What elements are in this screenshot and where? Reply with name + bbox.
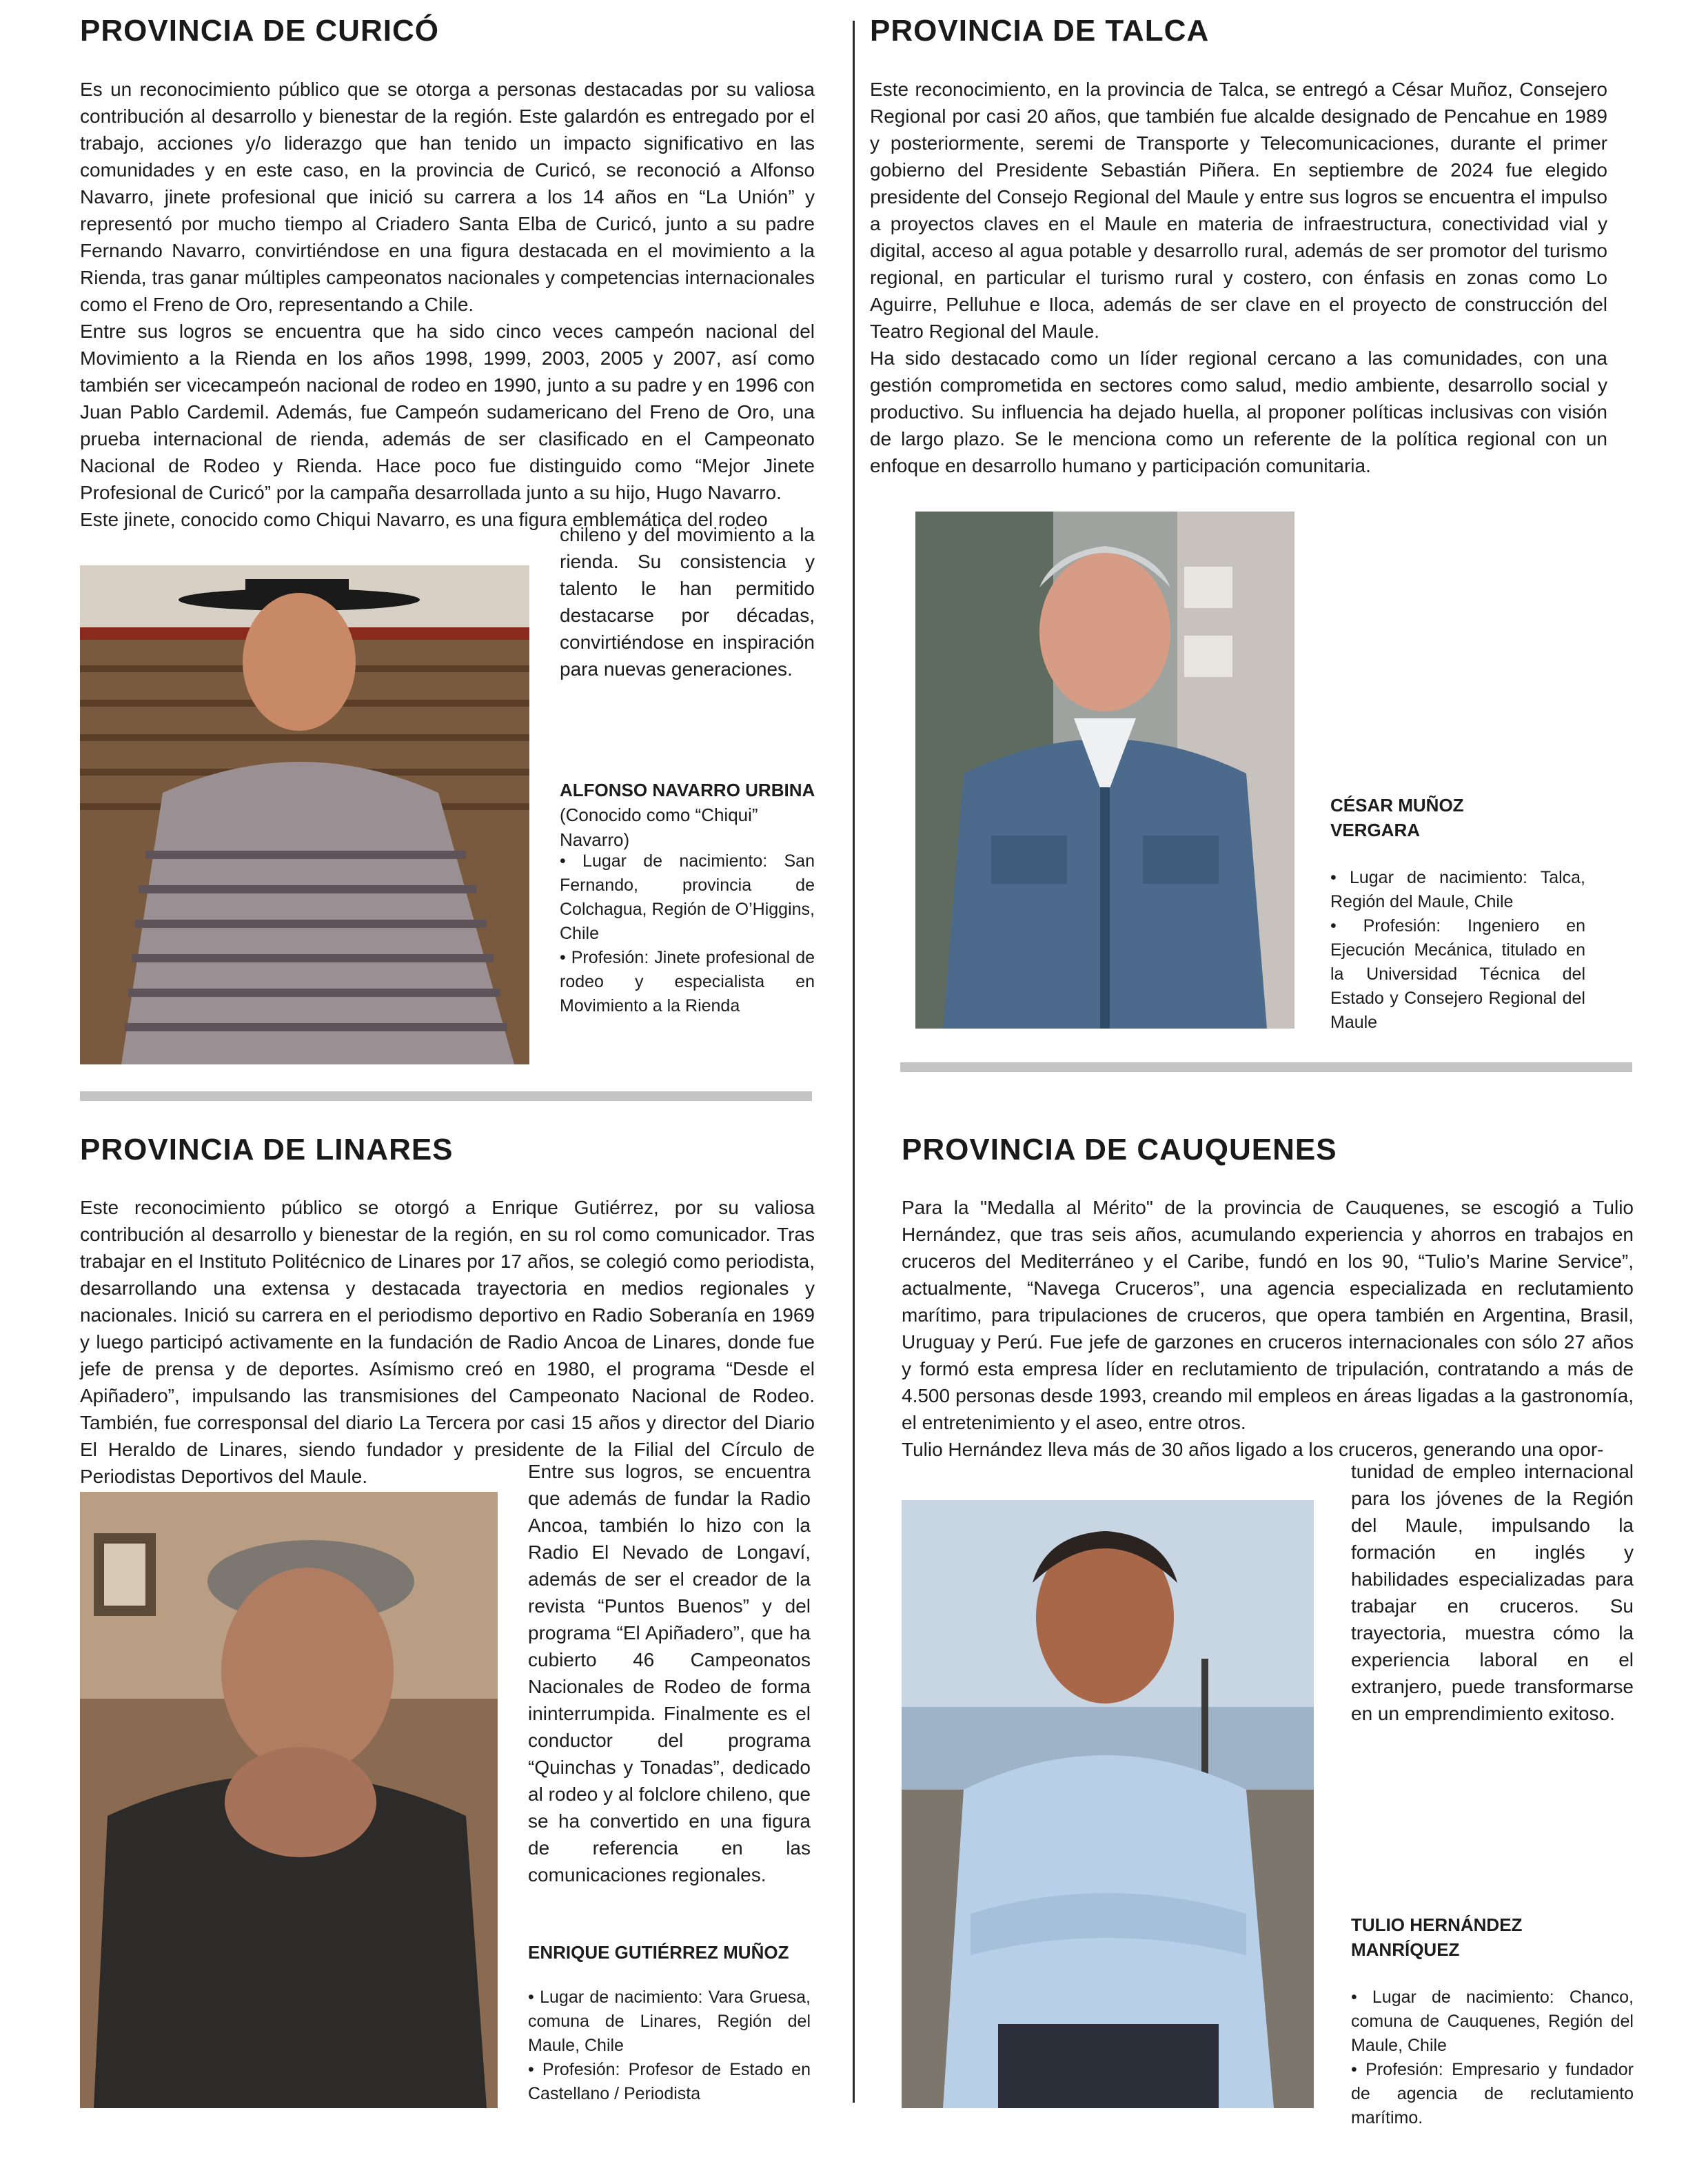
- paragraph: Este reconocimiento, en la provincia de Talca, se entregó a César Muñoz, Consejero Regional por casi 20 años, que también fue alcalde designado de Pencahue en 1989 y posteriormente, seremi de Transporte y Telecomunicaciones, durante el primer gobierno del Presidente Sebastián Piñera. En septiembre de 2024 fue elegido presidente del Consejo Regional del Maule y entre sus logros se encuentra el impulso a proyectos claves en el Maule en materia de infraestructura, conectividad vial y digital, acceso al agua potable y desarrollo rural, además de ser promotor del turismo regional, en particular el turismo rural y costero, con énfasis en zonas como Lo Aguirre, Pelluhue e Iloca, además de ser clave en el proyecto de construcción del Teatro Regional del Maule.: [870, 79, 1607, 342]
- person-info-tulio: [1351, 1985, 1634, 2130]
- article-cauquenes-wrap: tunidad de empleo internacional para los jóvenes de la Región del Maule, impulsando la formación en inglés y habilidades especializadas para trabajar en cruceros. Su trayectoria, muestra cómo la experiencia laboral en el extranjero, puede transformarse en un emprendimiento exitoso.: [1351, 1461, 1634, 1724]
- section-heading-cauquenes: PROVINCIA DE CAUQUENES: [902, 1133, 1337, 1166]
- paragraph: Ha sido destacado como un líder regional cercano a las comunidades, con una gestión comprometida en sectores como salud, medio ambiente, desarrollo social y productivo. Su influencia ha dejado huella, al proponer políticas inclusivas con visión de largo plazo. Se le menciona como un referente de la política regional con un enfoque en desarrollo humano y participación comunitaria.: [870, 347, 1607, 476]
- paragraph: Tulio Hernández lleva más de 30 años ligado a los cruceros, generando una opor-: [902, 1439, 1604, 1460]
- person-info-cesar: [1330, 866, 1585, 1035]
- article-talca: [870, 76, 1607, 479]
- section-separator-right: [900, 1062, 1632, 1072]
- person-name: VERGARA: [1330, 820, 1421, 840]
- person-nickname: (Conocido como “Chiqui” Navarro): [560, 805, 758, 850]
- article-cauquenes: [902, 1194, 1634, 1463]
- person-name: CÉSAR MUÑOZ: [1330, 795, 1464, 816]
- section-heading-linares: PROVINCIA DE LINARES: [80, 1133, 454, 1166]
- profession: • Profesión: Jinete profesional de rodeo y especialista en Movimiento a la Rienda: [560, 948, 815, 1015]
- person-name-enrique: ENRIQUE GUTIÉRREZ MUÑOZ: [528, 1942, 789, 1963]
- person-name-tulio: [1351, 1912, 1634, 1962]
- paragraph: Entre sus logros se encuentra que ha sido cinco veces campeón nacional del Movimiento a la Rienda en los años 1998, 1999, 2003, 2005 y 2007, así como también ser vicecampeón nacional de rodeo en 1990, junto a su padre y en 1996 con Juan Pablo Cardemil. Además, fue Campeón sudamericano del Freno de Oro, una prueba internacional de rienda, además de ser clasificado en el Campeonato Nacional de Rodeo y Rienda. Hace poco fue distinguido como “Mejor Jinete Profesional de Curicó” por la campaña desarrollada junto a su hijo, Hugo Navarro.: [80, 321, 815, 503]
- birthplace: • Lugar de nacimiento: Vara Gruesa, comuna de Linares, Región del Maule, Chile: [528, 1988, 811, 2055]
- person-name: MANRÍQUEZ: [1351, 1939, 1460, 1960]
- profession: • Profesión: Empresario y fundador de agencia de reclutamiento marítimo.: [1351, 2060, 1634, 2127]
- paragraph: Para la "Medalla al Mérito" de la provincia de Cauquenes, se escogió a Tulio Hernández, que tras seis años, acumulando experiencia y ahorros en trabajos en cruceros del Mediterráneo y el Caribe, fundó en los 90, “Tulio’s Marine Service”, actualmente, “Navega Cruceros”, una agencia especializada en reclutamiento marítimo, para tripulaciones de cruceros, que opera también en Argentina, Brasil, Uruguay y Perú. Fue jefe de garzones en cruceros internacionales con sólo 27 años y formó esta empresa líder en reclutamiento de tripulación, contratando a más de 4.500 personas desde 1993, creando mil empleos en áreas ligadas a la gastronomía, el entretenimiento y el aseo, entre otros.: [902, 1197, 1634, 1433]
- section-heading-curico: PROVINCIA DE CURICÓ: [80, 14, 439, 48]
- article-curico: [80, 76, 815, 533]
- article-linares: [80, 1194, 815, 1490]
- section-heading-talca: PROVINCIA DE TALCA: [870, 14, 1210, 48]
- person-info-enrique: [528, 1985, 811, 2106]
- article-linares-wrap: Entre sus logros, se encuentra que además de fundar la Radio Ancoa, también lo hizo con la Radio El Nevado de Longaví, además de ser el creador de la revista “Puntos Buenos” y del programa “El Apiñadero”, que ha cubierto 46 Campeonatos Nacionales de Rodeo de forma ininterrumpida. Finalmente es el conductor del programa “Quinchas y Tonadas”, dedicado al rodeo y al folclore chileno, que se ha convertido en una figura de referencia en las comunicaciones regionales.: [528, 1461, 811, 1885]
- portrait-photo-alfonso-navarro: [80, 565, 529, 1064]
- profession: • Profesión: Ingeniero en Ejecución Mecánica, titulado en la Universidad Técnica del Estado y Consejero Regional del Maule: [1330, 916, 1585, 1032]
- person-name: ALFONSO NAVARRO URBINA: [560, 780, 815, 800]
- section-separator-left: [80, 1091, 812, 1101]
- paragraph: Este reconocimiento público se otorgó a Enrique Gutiérrez, por su valiosa contribución al desarrollo y bienestar de la región, en su rol como comunicador. Tras trabajar en el Instituto Politécnico de Linares por 17 años, se colegió como periodista, desarrollando una extensa y destacada trayectoria en medios regionales y nacionales. Inició su carrera en el periodismo deportivo en Radio Soberanía en 1969 y luego participó activamente en la fundación de Radio Ancoa de Linares, donde fue jefe de prensa y de deportes. Asímismo creó en 1980, el programa “Desde el Apiñadero”, impulsando las transmisiones del Campeonato Nacional de Rodeo. También, fue corresponsal del diario La Tercera por casi 15 años y director del Diario El Heraldo de Linares, siendo fundador y presidente de la Filial del Círculo de Periodistas Deportivos del Maule.: [80, 1197, 815, 1487]
- birthplace: • Lugar de nacimiento: Talca, Región del Maule, Chile: [1330, 868, 1585, 911]
- column-divider: [853, 21, 855, 2103]
- paragraph: Este jinete, conocido como Chiqui Navarro, es una figura emblemática del rodeo: [80, 509, 768, 530]
- birthplace: • Lugar de nacimiento: Chanco, comuna de Cauquenes, Región del Maule, Chile: [1351, 1988, 1634, 2055]
- birthplace: • Lugar de nacimiento: San Fernando, provincia de Colchagua, Región de O’Higgins, Chile: [560, 851, 815, 943]
- paragraph: Es un reconocimiento público que se otorga a personas destacadas por su valiosa contribución al desarrollo y bienestar de la región. Este galardón es entregado por el trabajo, acciones y/o liderazgo que han tenido un impacto significativo en las comunidades y en este caso, en la provincia de Curicó, se reconoció a Alfonso Navarro, jinete profesional que inició su carrera a los 14 años en “La Unión” y representó por mucho tiempo al Criadero Santa Elba de Curicó, junto a su padre Fernando Navarro, convirtiéndose en una figura destacada en el movimiento a la Rienda, tras ganar múltiples campeonatos nacionales y competencias internacionales como el Freno de Oro, representando a Chile.: [80, 79, 815, 315]
- portrait-photo-enrique-gutierrez: [80, 1492, 498, 2108]
- article-curico-wrap: chileno y del movimiento a la rienda. Su consistencia y talento le han permitido destacarse por décadas, convirtiéndose en inspiración para nuevas generaciones.: [560, 524, 815, 680]
- portrait-photo-cesar-munoz: [915, 512, 1294, 1029]
- person-name: TULIO HERNÁNDEZ: [1351, 1914, 1523, 1935]
- person-name-alfonso: [560, 778, 822, 852]
- portrait-photo-tulio-hernandez: [902, 1500, 1314, 2108]
- person-info-alfonso: [560, 849, 815, 1018]
- person-name-cesar: [1330, 793, 1592, 842]
- profession: • Profesión: Profesor de Estado en Castellano / Periodista: [528, 2060, 811, 2103]
